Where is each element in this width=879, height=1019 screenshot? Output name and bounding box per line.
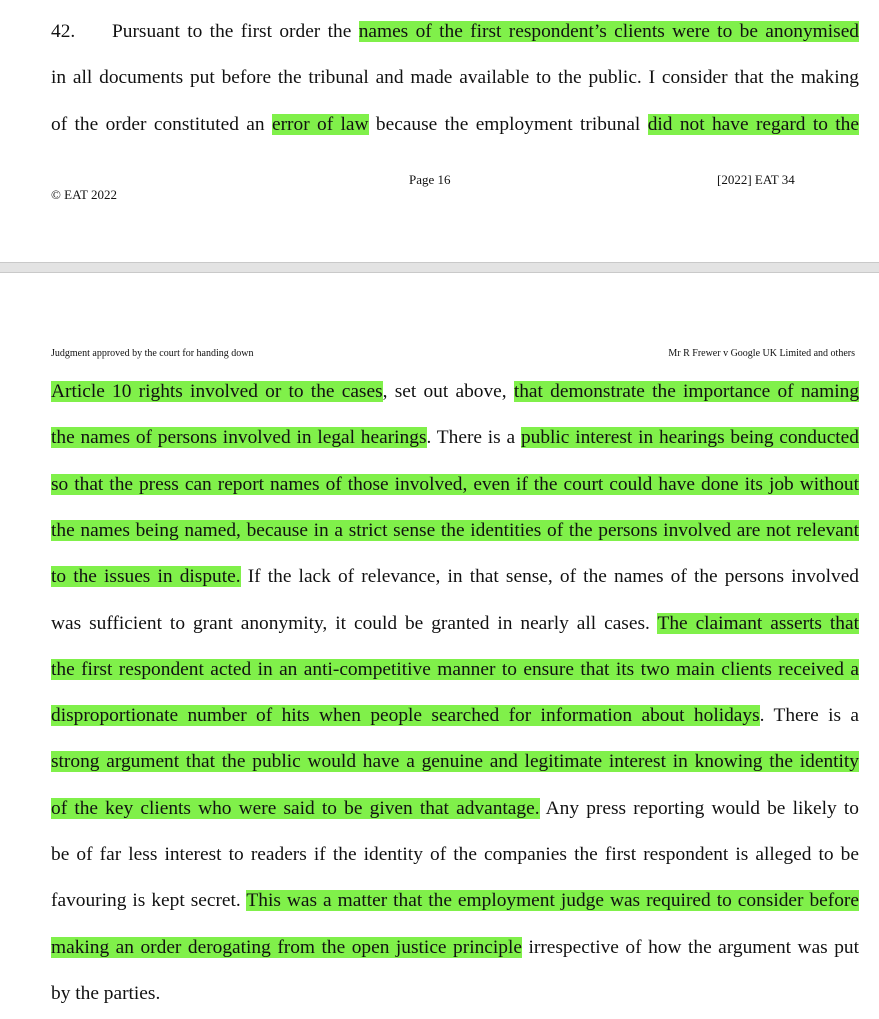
highlighted-text: the names being named, because in a strict sense the identities of the persons involved are not relevant: [51, 519, 859, 541]
page2-line-12: [51, 888, 859, 914]
highlighted-text: the first respondent acted in an anti-competitive manner to ensure that its two main clients received a: [51, 658, 859, 680]
body-text: If the lack of relevance, in that sense, of the names of the persons involved: [240, 566, 859, 588]
highlighted-text: names of the first respondent’s clients were to be anonymised: [358, 21, 860, 42]
page-number-label: Page 16: [409, 172, 451, 187]
highlighted-text: This was a matter that the employment judge was required to consider before: [246, 890, 859, 912]
highlighted-text: the names of persons involved in legal hearings: [51, 427, 427, 449]
page-separator: [0, 262, 879, 273]
page2-line-5: [51, 564, 859, 590]
page2-line-7: [51, 657, 859, 683]
page2-line-13: [51, 935, 859, 961]
page1-line-2: [51, 65, 859, 91]
highlighted-text: The claimant asserts that: [657, 612, 859, 634]
page1-line-1: [112, 19, 859, 45]
body-text: of the order constituted an: [51, 114, 272, 135]
body-text: in all documents put before the tribunal and made available to the public. I consider that the making: [51, 67, 859, 88]
page2-line-11: [51, 842, 859, 868]
body-text: . There is a: [759, 705, 859, 727]
page2-line-6: [51, 611, 859, 637]
highlighted-text: making an order derogating from the open justice principle: [51, 936, 522, 958]
body-text: was sufficient to grant anonymity, it could be granted in nearly all cases.: [51, 612, 658, 634]
citation: [2022] EAT 34: [717, 172, 795, 187]
highlighted-text: Article 10 rights involved or to the cases: [51, 381, 383, 402]
body-text: by the parties.: [51, 982, 161, 1004]
highlighted-text: did not have regard to the: [647, 114, 859, 135]
body-text: favouring is kept secret.: [51, 890, 247, 912]
highlighted-text: of the key clients who were said to be given that advantage.: [51, 797, 540, 819]
page2-line-1: [51, 379, 859, 405]
highlighted-text: so that the press can report names of those involved, even if the court could have done its job without: [51, 473, 859, 495]
page2-line-9: [51, 749, 859, 775]
highlighted-text: error of law: [271, 114, 369, 135]
para-number: 42.: [51, 21, 76, 42]
page-16: [0, 0, 879, 262]
page1-line-3: [51, 112, 859, 138]
page2-line-2: [51, 425, 859, 451]
page2-line-3: [51, 472, 859, 498]
page2-line-4: [51, 518, 859, 544]
page-17: [0, 273, 879, 1019]
highlighted-text: disproportionate number of hits when people searched for information about holidays: [51, 705, 760, 727]
highlighted-text: to the issues in dispute.: [51, 566, 241, 588]
running-header-right: Mr R Frewer v Google UK Limited and others: [668, 348, 855, 359]
highlighted-text: that demonstrate the importance of naming: [513, 381, 860, 402]
highlighted-text: strong argument that the public would have a genuine and legitimate interest in knowing the identity: [51, 751, 859, 773]
body-text: Any press reporting would be likely to: [539, 797, 859, 819]
body-text: Pursuant to the first order the: [112, 21, 359, 42]
body-text: , set out above,: [382, 381, 514, 402]
body-text: because the employment tribunal: [368, 114, 648, 135]
body-text: irrespective of how the argument was put: [521, 936, 860, 958]
page2-line-14: [51, 981, 859, 1007]
highlighted-text: public interest in hearings being conducted: [520, 427, 859, 449]
running-header-left: Judgment approved by the court for handing down: [51, 348, 254, 359]
copyright: © EAT 2022: [51, 187, 117, 202]
page2-line-10: [51, 796, 859, 822]
body-text: be of far less interest to readers if the identity of the companies the first respondent is alleged to be: [51, 844, 859, 865]
body-text: . There is a: [426, 427, 521, 449]
page2-line-8: [51, 703, 859, 729]
